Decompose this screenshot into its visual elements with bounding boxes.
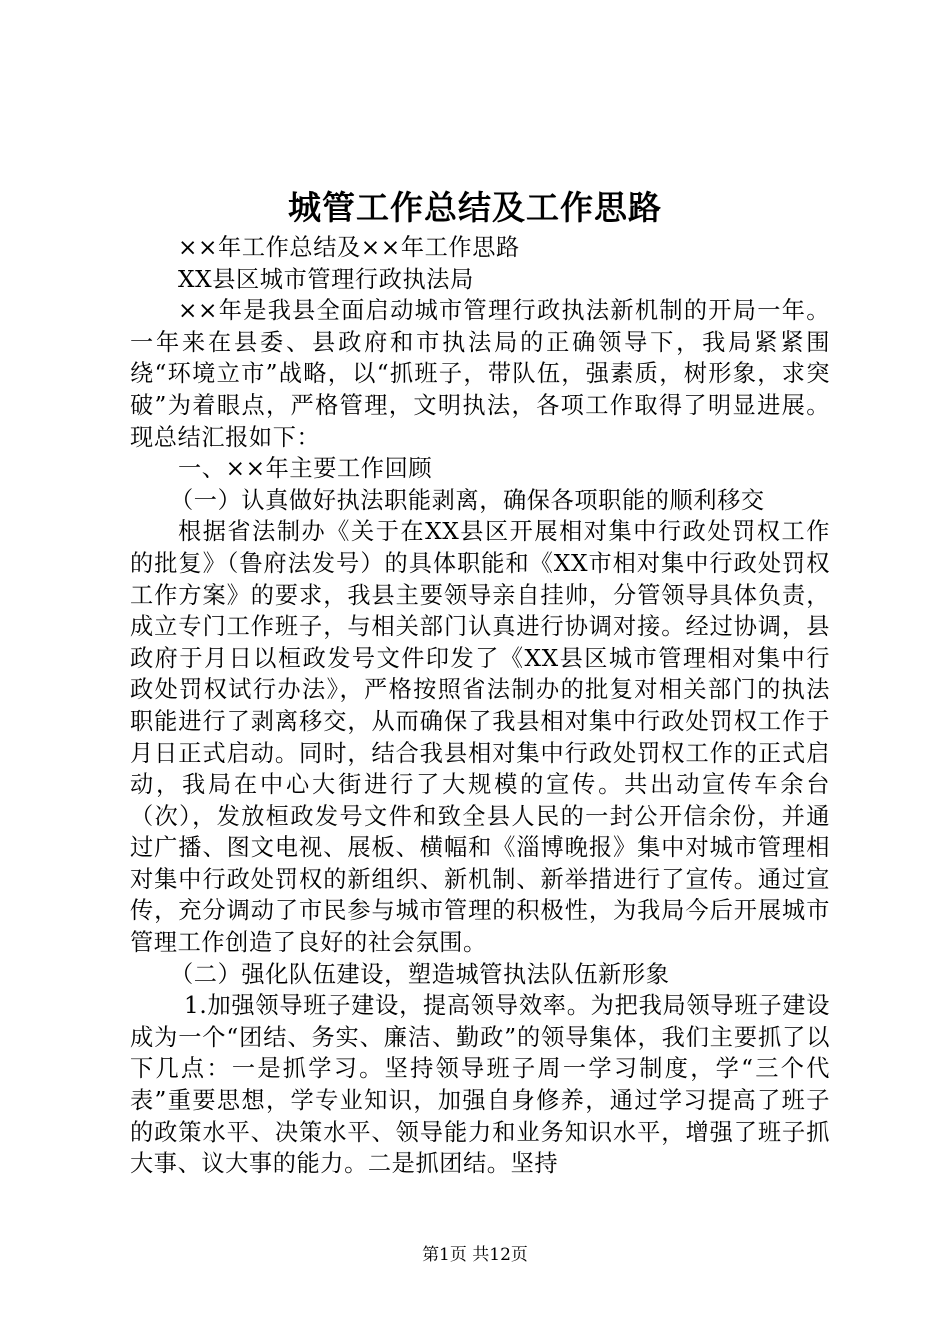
subtitle-line: ××年工作总结及××年工作思路 xyxy=(178,234,520,261)
body-paragraph: 根据省法制办《关于在XX县区开展相对集中行政处罚权工作的批复》（鲁府法发号）的具体职能和《XX市相对集中行政处罚权工作方案》的要求，我县主要领导亲自挂帅，分管领导具体负责，成立专门工作班子，与相关部门认真进行协调对接。经过协调，县政府于月日以桓政发号文件印发了《XX县区城市管理相对集中行政处罚权试行办法》，严格按照省法制办的批复对相关部门的执法职能进行了剥离移交，从而确保了我县相对集中行政处罚权工作于月日正式启动。同时，结合我县相对集中行政处罚权工作的正式启动，我局在中心大街进行了大规模的宣传。共出动宣传车余台（次），发放桓政发号文件和致全县人民的一封公开信余份，并通过广播、图文电视、展板、横幅和《淄博晚报》集中对城市管理相对集中行政处罚权的新组织、新机制、新举措进行了宣传。通过宣传，充分调动了市民参与城市管理的积极性，为我局今后开展城市管理工作创造了良好的社会氛围。 xyxy=(130,518,830,957)
intro-paragraph: ××年是我县全面启动城市管理行政执法新机制的开局一年。一年来在县委、县政府和市执法局的正确领导下，我局紧紧围绕“环境立市”战略，以“抓班子，带队伍，强素质，树形象，求突破”为着眼点，严格管理，文明执法，各项工作取得了明显进展。现总结汇报如下： xyxy=(130,297,830,451)
subsection-heading: （二）强化队伍建设，塑造城管执法队伍新形象 xyxy=(170,960,670,988)
document-title: 城管工作总结及工作思路 xyxy=(288,188,662,227)
body-paragraph: 1.加强领导班子建设，提高领导效率。为把我局领导班子建设成为一个“团结、务实、廉洁、勤政”的领导集体，我们主要抓了以下几点：一是抓学习。坚持领导班子周一学习制度，学“三个代表”重要思想，学专业知识，加强自身修养，通过学习提高了班子的政策水平、决策水平、领导能力和业务知识水平，增强了班子抓大事、议大事的能力。二是抓团结。坚持 xyxy=(130,992,830,1178)
subsection-heading: （一）认真做好执法职能剥离，确保各项职能的顺利移交 xyxy=(170,486,765,514)
section-heading: 一、××年主要工作回顾 xyxy=(178,455,433,483)
author-line: XX县区城市管理行政执法局 xyxy=(178,265,474,293)
document-body xyxy=(130,232,830,1180)
page-number: 第1页 共12页 xyxy=(422,1245,528,1265)
